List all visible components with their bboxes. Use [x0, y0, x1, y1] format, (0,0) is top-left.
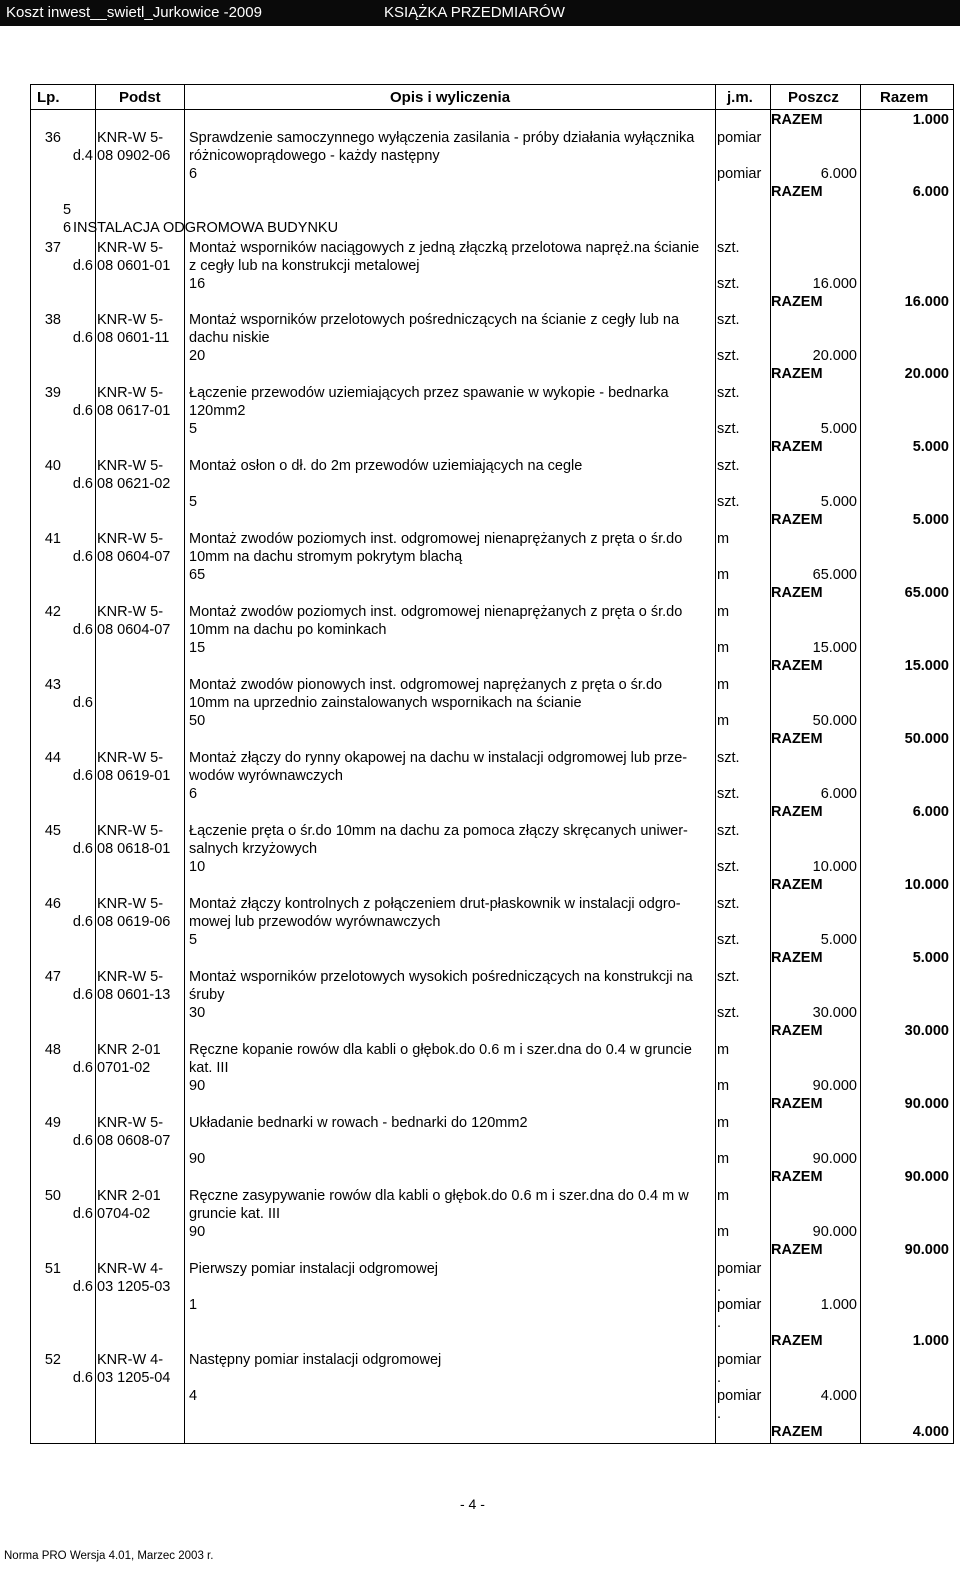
- basis-code: 08 0619-06: [97, 914, 171, 930]
- row-number: 51: [44, 1261, 61, 1277]
- unit-label: szt.: [717, 750, 740, 766]
- quantity-value: 4.000: [820, 1388, 857, 1404]
- unit-label: m: [717, 531, 730, 547]
- quantity-value: 6.000: [820, 786, 857, 802]
- razem-value: 16.000: [904, 294, 949, 310]
- col-header-lp: Lp.: [37, 89, 60, 106]
- quantity-unit: m: [717, 640, 730, 656]
- item-description: Montaż zwodów pionowych inst. odgromowej naprężanych z pręta o śr.do: [189, 677, 663, 693]
- basis-code: KNR-W 5-: [97, 130, 164, 146]
- razem-value: 90.000: [904, 1242, 949, 1258]
- quantity-formula: 6: [189, 786, 198, 802]
- razem-label: RAZEM: [771, 1424, 823, 1440]
- row-number: 39: [44, 385, 61, 401]
- row-chapter: d.6: [72, 330, 93, 346]
- row-number: 48: [44, 1042, 61, 1058]
- basis-code: KNR-W 5-: [97, 458, 164, 474]
- row-chapter: d.6: [72, 403, 93, 419]
- razem-label: RAZEM: [771, 1333, 823, 1349]
- razem-value: 20.000: [904, 366, 949, 382]
- unit-label: m: [717, 1115, 730, 1131]
- unit-label: .: [717, 1279, 722, 1295]
- quantity-formula: 50: [189, 713, 206, 729]
- quantity-value: 1.000: [820, 1297, 857, 1313]
- row-number: 45: [44, 823, 61, 839]
- unit-label: pomiar: [717, 1261, 762, 1277]
- item-description: z cegły lub na konstrukcji metalowej: [189, 258, 420, 274]
- row-chapter: d.6: [72, 1279, 93, 1295]
- razem-label: RAZEM: [771, 294, 823, 310]
- quantity-unit: m: [717, 713, 730, 729]
- row-number: 52: [44, 1352, 61, 1368]
- row-chapter: d.6: [72, 987, 93, 1003]
- razem-value: 6.000: [912, 804, 949, 820]
- quantity-formula: 5: [189, 932, 198, 948]
- quantity-formula: 10: [189, 859, 206, 875]
- document-title: Koszt inwest__swietl_Jurkowice -2009: [6, 4, 262, 21]
- quantity-unit: szt.: [717, 786, 740, 802]
- quantity-value: 10.000: [812, 859, 857, 875]
- basis-code: KNR-W 5-: [97, 896, 164, 912]
- quantity-formula: 90: [189, 1078, 206, 1094]
- unit-label: pomiar: [717, 130, 762, 146]
- unit-label: szt.: [717, 896, 740, 912]
- row-chapter: d.6: [72, 258, 93, 274]
- basis-code: KNR-W 4-: [97, 1261, 164, 1277]
- item-description: Montaż złączy kontrolnych z połączeniem drut-płaskownik w instalacji odgro-: [189, 896, 681, 912]
- quantity-unit: szt.: [717, 1005, 740, 1021]
- row-number: 40: [44, 458, 61, 474]
- row-number: 41: [44, 531, 61, 547]
- item-description: salnych krzyżowych: [189, 841, 318, 857]
- razem-label: RAZEM: [771, 585, 823, 601]
- item-description: Montaż wsporników przelotowych wysokich pośredniczących na konstrukcji na: [189, 969, 693, 985]
- item-description: Łączenie przewodów uziemiających przez spawanie w wykopie - bednarka: [189, 385, 669, 401]
- quantity-formula: 30: [189, 1005, 206, 1021]
- row-number: 38: [44, 312, 61, 328]
- row-chapter: d.6: [72, 549, 93, 565]
- section-number: 5: [63, 202, 72, 218]
- quantity-unit: .: [717, 1406, 722, 1422]
- razem-value: 5.000: [912, 439, 949, 455]
- row-number: 43: [44, 677, 61, 693]
- row-number: 50: [44, 1188, 61, 1204]
- quantity-unit: szt.: [717, 276, 740, 292]
- unit-label: szt.: [717, 969, 740, 985]
- quantity-unit: .: [717, 1315, 722, 1331]
- unit-label: pomiar: [717, 1352, 762, 1368]
- razem-value: 15.000: [904, 658, 949, 674]
- header-divider: [31, 109, 953, 110]
- row-chapter: d.6: [72, 1133, 93, 1149]
- row-chapter: d.6: [72, 841, 93, 857]
- item-description: Montaż zwodów poziomych inst. odgromowej nienaprężanych z pręta o śr.do: [189, 604, 683, 620]
- page-number: - 4 -: [460, 1496, 485, 1512]
- basis-code: KNR-W 4-: [97, 1352, 164, 1368]
- item-description: Pierwszy pomiar instalacji odgromowej: [189, 1261, 439, 1277]
- quantity-value: 5.000: [820, 421, 857, 437]
- quantity-value: 6.000: [820, 166, 857, 182]
- razem-value: 65.000: [904, 585, 949, 601]
- razem-label: RAZEM: [771, 1242, 823, 1258]
- row-number: 47: [44, 969, 61, 985]
- basis-code: KNR-W 5-: [97, 385, 164, 401]
- quantity-unit: pomiar: [717, 1388, 762, 1404]
- quantity-unit: m: [717, 567, 730, 583]
- quantity-formula: 15: [189, 640, 206, 656]
- basis-code: 08 0601-01: [97, 258, 171, 274]
- razem-label: RAZEM: [771, 1096, 823, 1112]
- basis-code: 08 0621-02: [97, 476, 171, 492]
- section-title: INSTALACJA ODGROMOWA BUDYNKU: [73, 220, 339, 236]
- basis-code: KNR-W 5-: [97, 1115, 164, 1131]
- quantity-formula: 1: [189, 1297, 198, 1313]
- unit-label: m: [717, 1042, 730, 1058]
- razem-value: 50.000: [904, 731, 949, 747]
- quantity-value: 65.000: [812, 567, 857, 583]
- razem-label: RAZEM: [771, 950, 823, 966]
- row-chapter: d.6: [72, 1370, 93, 1386]
- basis-code: 08 0604-07: [97, 622, 171, 638]
- item-description: 10mm na dachu po kominkach: [189, 622, 387, 638]
- quantity-formula: 5: [189, 421, 198, 437]
- unit-label: m: [717, 604, 730, 620]
- unit-label: szt.: [717, 385, 740, 401]
- row-chapter: d.6: [72, 1060, 93, 1076]
- basis-code: 0704-02: [97, 1206, 151, 1222]
- item-description: mowej lub przewodów wyrównawczych: [189, 914, 441, 930]
- row-chapter: d.6: [72, 768, 93, 784]
- basis-code: 08 0902-06: [97, 148, 171, 164]
- column-divider: [715, 85, 716, 1443]
- razem-label: RAZEM: [771, 512, 823, 528]
- razem-label: RAZEM: [771, 184, 823, 200]
- quantity-formula: 65: [189, 567, 206, 583]
- quantity-formula: 20: [189, 348, 206, 364]
- unit-label: m: [717, 677, 730, 693]
- razem-value: 90.000: [904, 1169, 949, 1185]
- basis-code: 08 0608-07: [97, 1133, 171, 1149]
- item-description: 10mm na uprzednio zainstalowanych wspornikach na ścianie: [189, 695, 582, 711]
- software-version: Norma PRO Wersja 4.01, Marzec 2003 r.: [4, 1550, 214, 1562]
- col-header-opis: Opis i wyliczenia: [390, 89, 511, 106]
- row-chapter: d.6: [72, 914, 93, 930]
- razem-value: 1.000: [912, 1333, 949, 1349]
- razem-value: 1.000: [912, 112, 949, 128]
- basis-code: 08 0619-01: [97, 768, 171, 784]
- basis-code: 08 0601-13: [97, 987, 171, 1003]
- quantity-value: 16.000: [812, 276, 857, 292]
- quantity-value: 50.000: [812, 713, 857, 729]
- basis-code: 08 0604-07: [97, 549, 171, 565]
- quantity-unit: szt.: [717, 494, 740, 510]
- quantity-unit: szt.: [717, 421, 740, 437]
- row-number: 49: [44, 1115, 61, 1131]
- item-description: Ręczne zasypywanie rowów dla kabli o głębok.do 0.6 m i szer.dna do 0.4 m w: [189, 1188, 689, 1204]
- item-description: wodów wyrównawczych: [189, 768, 343, 784]
- razem-label: RAZEM: [771, 112, 823, 128]
- quantity-value: 30.000: [812, 1005, 857, 1021]
- item-description: dachu niskie: [189, 330, 270, 346]
- quantity-unit: szt.: [717, 932, 740, 948]
- quantity-value: 5.000: [820, 932, 857, 948]
- quantity-value: 15.000: [812, 640, 857, 656]
- item-description: Sprawdzenie samoczynnego wyłączenia zasilania - próby działania wyłącznika: [189, 130, 695, 146]
- quantity-formula: 90: [189, 1224, 206, 1240]
- item-description: Następny pomiar instalacji odgromowej: [189, 1352, 442, 1368]
- column-divider: [95, 85, 96, 1443]
- basis-code: KNR-W 5-: [97, 823, 164, 839]
- quantity-value: 20.000: [812, 348, 857, 364]
- quantity-formula: 5: [189, 494, 198, 510]
- column-divider: [860, 85, 861, 1443]
- quantity-formula: 90: [189, 1151, 206, 1167]
- item-description: Łączenie pręta o śr.do 10mm na dachu za pomoca złączy skręcanych uniwer-: [189, 823, 688, 839]
- item-description: 10mm na dachu stromym pokrytym blachą: [189, 549, 463, 565]
- basis-code: KNR 2-01: [97, 1042, 161, 1058]
- basis-code: KNR-W 5-: [97, 531, 164, 547]
- quantity-unit: pomiar: [717, 1297, 762, 1313]
- top-bar: [0, 0, 960, 26]
- basis-code: 08 0601-11: [97, 330, 170, 346]
- unit-label: szt.: [717, 240, 740, 256]
- razem-label: RAZEM: [771, 1023, 823, 1039]
- quantity-unit: m: [717, 1224, 730, 1240]
- col-header-razem: Razem: [880, 89, 929, 106]
- item-description: kat. III: [189, 1060, 229, 1076]
- row-number: 44: [44, 750, 61, 766]
- razem-label: RAZEM: [771, 804, 823, 820]
- row-number: 36: [44, 130, 61, 146]
- col-header-poszcz: Poszcz: [788, 89, 839, 106]
- quantity-unit: m: [717, 1078, 730, 1094]
- razem-label: RAZEM: [771, 877, 823, 893]
- col-header-jm: j.m.: [727, 89, 753, 106]
- basis-code: 0701-02: [97, 1060, 151, 1076]
- quantity-unit: m: [717, 1151, 730, 1167]
- quantity-unit: pomiar: [717, 166, 762, 182]
- unit-label: .: [717, 1370, 722, 1386]
- item-description: Montaż zwodów poziomych inst. odgromowej nienaprężanych z pręta o śr.do: [189, 531, 683, 547]
- quantity-formula: 6: [189, 166, 198, 182]
- basis-code: KNR-W 5-: [97, 750, 164, 766]
- basis-code: KNR-W 5-: [97, 604, 164, 620]
- row-chapter: d.4: [72, 148, 93, 164]
- basis-code: KNR-W 5-: [97, 240, 164, 256]
- cost-table: [30, 84, 954, 1444]
- quantity-formula: 16: [189, 276, 206, 292]
- quantity-value: 90.000: [812, 1151, 857, 1167]
- razem-label: RAZEM: [771, 731, 823, 747]
- quantity-unit: szt.: [717, 348, 740, 364]
- item-description: 120mm2: [189, 403, 246, 419]
- razem-value: 90.000: [904, 1096, 949, 1112]
- basis-code: KNR 2-01: [97, 1188, 161, 1204]
- item-description: Układanie bednarki w rowach - bednarki do 120mm2: [189, 1115, 528, 1131]
- item-description: Montaż osłon o dł. do 2m przewodów uziemiających na cegle: [189, 458, 583, 474]
- item-description: Ręczne kopanie rowów dla kabli o głębok.do 0.6 m i szer.dna do 0.4 w gruncie: [189, 1042, 692, 1058]
- razem-label: RAZEM: [771, 366, 823, 382]
- quantity-formula: 4: [189, 1388, 198, 1404]
- quantity-value: 90.000: [812, 1078, 857, 1094]
- document-type: KSIĄŻKA PRZEDMIARÓW: [384, 4, 565, 21]
- quantity-value: 5.000: [820, 494, 857, 510]
- row-chapter: d.6: [72, 695, 93, 711]
- item-description: różnicowoprądowego - każdy następny: [189, 148, 440, 164]
- basis-code: KNR-W 5-: [97, 312, 164, 328]
- row-chapter: d.6: [72, 622, 93, 638]
- item-description: gruncie kat. III: [189, 1206, 281, 1222]
- row-number: 37: [44, 240, 61, 256]
- razem-value: 6.000: [912, 184, 949, 200]
- column-divider: [184, 85, 185, 1443]
- col-header-podst: Podst: [119, 89, 161, 106]
- unit-label: szt.: [717, 823, 740, 839]
- row-chapter: d.6: [72, 476, 93, 492]
- basis-code: 03 1205-04: [97, 1370, 171, 1386]
- item-description: śruby: [189, 987, 225, 1003]
- row-number: 42: [44, 604, 61, 620]
- basis-code: 03 1205-03: [97, 1279, 171, 1295]
- razem-value: 4.000: [912, 1424, 949, 1440]
- quantity-unit: szt.: [717, 859, 740, 875]
- basis-code: 08 0618-01: [97, 841, 171, 857]
- unit-label: szt.: [717, 458, 740, 474]
- section-number: 6: [63, 220, 72, 236]
- razem-value: 5.000: [912, 512, 949, 528]
- razem-value: 30.000: [904, 1023, 949, 1039]
- quantity-value: 90.000: [812, 1224, 857, 1240]
- unit-label: m: [717, 1188, 730, 1204]
- basis-code: 08 0617-01: [97, 403, 171, 419]
- unit-label: szt.: [717, 312, 740, 328]
- razem-value: 5.000: [912, 950, 949, 966]
- razem-label: RAZEM: [771, 1169, 823, 1185]
- row-number: 46: [44, 896, 61, 912]
- row-chapter: d.6: [72, 1206, 93, 1222]
- item-description: Montaż złączy do rynny okapowej na dachu w instalacji odgromowej lub prze-: [189, 750, 688, 766]
- razem-label: RAZEM: [771, 658, 823, 674]
- razem-value: 10.000: [904, 877, 949, 893]
- item-description: Montaż wsporników naciągowych z jedną złączką przelotowa napręż.na ścianie: [189, 240, 700, 256]
- item-description: Montaż wsporników przelotowych pośredniczących na ścianie z cegły lub na: [189, 312, 680, 328]
- razem-label: RAZEM: [771, 439, 823, 455]
- basis-code: KNR-W 5-: [97, 969, 164, 985]
